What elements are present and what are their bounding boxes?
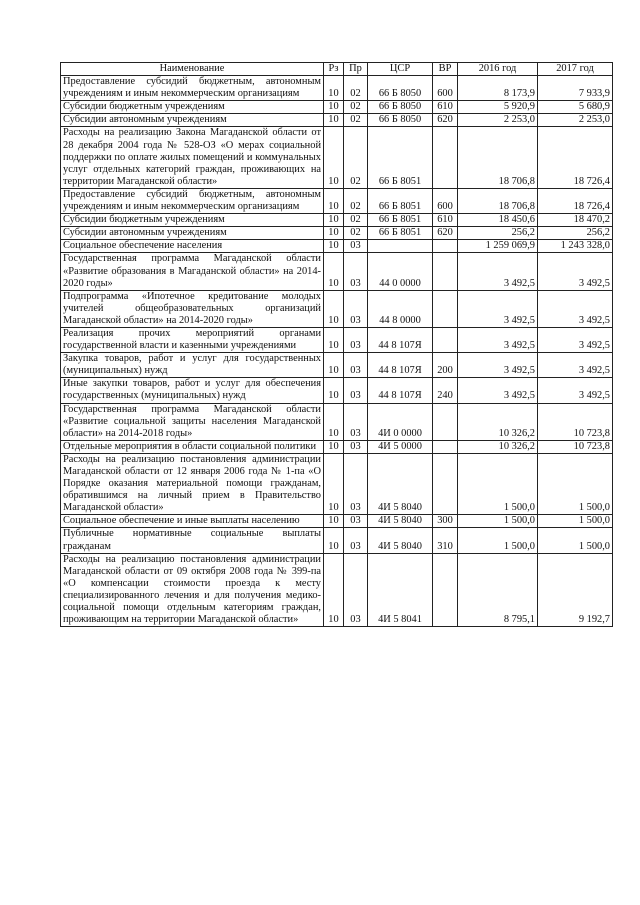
table-row xyxy=(61,327,613,352)
cell-csr: 4И 5 8040 xyxy=(368,515,433,528)
header-rz: Рз xyxy=(324,63,344,76)
cell-2017: 7 933,9 xyxy=(538,76,613,101)
cell-name: Государственная программа Магаданской области «Развитие образования в Магаданской области» на 2014-2020 годы» xyxy=(61,253,324,290)
cell-name: Закупка товаров, работ и услуг для государственных (муниципальных) нужд xyxy=(61,353,324,378)
cell-csr: 66 Б 8051 xyxy=(368,188,433,213)
cell-rz: 10 xyxy=(324,101,344,114)
cell-2016: 1 500,0 xyxy=(458,515,538,528)
cell-csr: 4И 0 0000 xyxy=(368,403,433,440)
cell-pr: 03 xyxy=(344,327,368,352)
cell-name: Реализация прочих мероприятий органами государственной власти и казенными учреждениями xyxy=(61,327,324,352)
cell-csr: 4И 5 8040 xyxy=(368,528,433,553)
cell-vr: 610 xyxy=(433,101,458,114)
cell-rz: 10 xyxy=(324,227,344,240)
cell-rz: 10 xyxy=(324,214,344,227)
cell-2016: 18 450,6 xyxy=(458,214,538,227)
cell-pr: 02 xyxy=(344,188,368,213)
cell-rz: 10 xyxy=(324,76,344,101)
cell-csr: 4И 5 8040 xyxy=(368,453,433,514)
cell-pr: 03 xyxy=(344,253,368,290)
cell-2017: 256,2 xyxy=(538,227,613,240)
cell-rz: 10 xyxy=(324,327,344,352)
table-row xyxy=(61,101,613,114)
cell-pr: 02 xyxy=(344,227,368,240)
cell-name: Расходы на реализацию Закона Магаданской области от 28 декабря 2004 года № 528-ОЗ «О мерах социальной поддержки по оплате жилых помещений и коммунальных услуг отдельных категорий граждан, проживающих на территории Магаданской области» xyxy=(61,127,324,188)
cell-2016: 1 500,0 xyxy=(458,528,538,553)
table-row xyxy=(61,214,613,227)
cell-csr: 66 Б 8050 xyxy=(368,114,433,127)
cell-name: Субсидии автономным учреждениям xyxy=(61,114,324,127)
cell-vr xyxy=(433,290,458,327)
table-row xyxy=(61,353,613,378)
table-row xyxy=(61,114,613,127)
cell-pr: 03 xyxy=(344,240,368,253)
cell-csr: 66 Б 8051 xyxy=(368,214,433,227)
header-2017: 2017 год xyxy=(538,63,613,76)
cell-name: Расходы на реализацию постановления администрации Магаданской области от 12 января 2006 года № 1-па «О Порядке оказания материальной помощи гражданам, обратившимся на личный прием в Правительство Магаданской области» xyxy=(61,453,324,514)
cell-csr xyxy=(368,240,433,253)
cell-2017: 5 680,9 xyxy=(538,101,613,114)
cell-2017: 3 492,5 xyxy=(538,378,613,403)
cell-2017: 18 470,2 xyxy=(538,214,613,227)
cell-csr: 66 Б 8051 xyxy=(368,227,433,240)
cell-csr: 44 0 0000 xyxy=(368,253,433,290)
cell-2017: 18 726,4 xyxy=(538,127,613,188)
table-row xyxy=(61,553,613,627)
cell-2016: 18 706,8 xyxy=(458,127,538,188)
cell-rz: 10 xyxy=(324,515,344,528)
cell-csr: 66 Б 8051 xyxy=(368,127,433,188)
cell-pr: 03 xyxy=(344,353,368,378)
cell-rz: 10 xyxy=(324,253,344,290)
cell-vr xyxy=(433,440,458,453)
cell-2017: 10 723,8 xyxy=(538,403,613,440)
cell-name: Социальное обеспечение населения xyxy=(61,240,324,253)
cell-name: Субсидии бюджетным учреждениям xyxy=(61,214,324,227)
cell-2016: 2 253,0 xyxy=(458,114,538,127)
cell-2016: 3 492,5 xyxy=(458,253,538,290)
cell-name: Предоставление субсидий бюджетным, автономным учреждениям и иным некоммерческим организациям xyxy=(61,188,324,213)
table-row xyxy=(61,240,613,253)
cell-2016: 3 492,5 xyxy=(458,290,538,327)
cell-pr: 02 xyxy=(344,127,368,188)
header-csr: ЦСР xyxy=(368,63,433,76)
cell-pr: 03 xyxy=(344,290,368,327)
table-row xyxy=(61,453,613,514)
cell-pr: 03 xyxy=(344,453,368,514)
cell-name: Публичные нормативные социальные выплаты гражданам xyxy=(61,528,324,553)
cell-2016: 3 492,5 xyxy=(458,327,538,352)
cell-2016: 8 795,1 xyxy=(458,553,538,627)
cell-2017: 1 500,0 xyxy=(538,453,613,514)
header-vr: ВР xyxy=(433,63,458,76)
cell-name: Государственная программа Магаданской области «Развитие социальной защиты населения Магаданской области» на 2014-2018 годы» xyxy=(61,403,324,440)
cell-vr: 600 xyxy=(433,76,458,101)
cell-vr: 600 xyxy=(433,188,458,213)
cell-2016: 3 492,5 xyxy=(458,378,538,403)
cell-rz: 10 xyxy=(324,127,344,188)
cell-rz: 10 xyxy=(324,240,344,253)
cell-2017: 10 723,8 xyxy=(538,440,613,453)
cell-vr: 300 xyxy=(433,515,458,528)
cell-pr: 03 xyxy=(344,440,368,453)
table-row xyxy=(61,440,613,453)
cell-name: Социальное обеспечение и иные выплаты населению xyxy=(61,515,324,528)
cell-pr: 03 xyxy=(344,553,368,627)
cell-2016: 1 500,0 xyxy=(458,453,538,514)
table-row xyxy=(61,515,613,528)
cell-vr xyxy=(433,240,458,253)
cell-pr: 02 xyxy=(344,76,368,101)
cell-2017: 18 726,4 xyxy=(538,188,613,213)
cell-csr: 66 Б 8050 xyxy=(368,76,433,101)
cell-rz: 10 xyxy=(324,553,344,627)
cell-2016: 5 920,9 xyxy=(458,101,538,114)
cell-rz: 10 xyxy=(324,353,344,378)
cell-vr: 610 xyxy=(433,214,458,227)
cell-2017: 3 492,5 xyxy=(538,253,613,290)
cell-name: Субсидии бюджетным учреждениям xyxy=(61,101,324,114)
cell-vr xyxy=(433,403,458,440)
cell-rz: 10 xyxy=(324,188,344,213)
cell-2017: 3 492,5 xyxy=(538,327,613,352)
cell-2016: 1 259 069,9 xyxy=(458,240,538,253)
cell-vr xyxy=(433,453,458,514)
cell-rz: 10 xyxy=(324,453,344,514)
cell-vr xyxy=(433,253,458,290)
cell-name: Субсидии автономным учреждениям xyxy=(61,227,324,240)
cell-2017: 1 500,0 xyxy=(538,528,613,553)
cell-name: Подпрограмма «Ипотечное кредитование молодых учителей общеобразовательных организаций Магаданской области» на 2014-2020 годы» xyxy=(61,290,324,327)
cell-2016: 10 326,2 xyxy=(458,403,538,440)
cell-csr: 44 8 107Я xyxy=(368,378,433,403)
header-name: Наименование xyxy=(61,63,324,76)
cell-pr: 02 xyxy=(344,214,368,227)
cell-vr: 620 xyxy=(433,227,458,240)
cell-vr xyxy=(433,327,458,352)
cell-2017: 9 192,7 xyxy=(538,553,613,627)
cell-name: Отдельные мероприятия в области социальной политики xyxy=(61,440,324,453)
table-row xyxy=(61,227,613,240)
cell-name: Предоставление субсидий бюджетным, автономным учреждениям и иным некоммерческим организациям xyxy=(61,76,324,101)
table-row xyxy=(61,253,613,290)
cell-rz: 10 xyxy=(324,114,344,127)
cell-rz: 10 xyxy=(324,403,344,440)
cell-2017: 1 500,0 xyxy=(538,515,613,528)
cell-pr: 03 xyxy=(344,528,368,553)
table-row xyxy=(61,378,613,403)
table-row xyxy=(61,188,613,213)
table-header-row xyxy=(61,63,613,76)
cell-pr: 03 xyxy=(344,403,368,440)
cell-2017: 3 492,5 xyxy=(538,353,613,378)
cell-vr: 310 xyxy=(433,528,458,553)
cell-vr xyxy=(433,553,458,627)
cell-csr: 44 8 0000 xyxy=(368,290,433,327)
cell-vr: 240 xyxy=(433,378,458,403)
cell-2016: 18 706,8 xyxy=(458,188,538,213)
table-row xyxy=(61,290,613,327)
cell-pr: 03 xyxy=(344,515,368,528)
cell-2017: 2 253,0 xyxy=(538,114,613,127)
header-pr: Пр xyxy=(344,63,368,76)
cell-csr: 4И 5 8041 xyxy=(368,553,433,627)
cell-csr: 66 Б 8050 xyxy=(368,101,433,114)
cell-csr: 4И 5 0000 xyxy=(368,440,433,453)
cell-2017: 3 492,5 xyxy=(538,290,613,327)
table-row xyxy=(61,528,613,553)
table-row xyxy=(61,403,613,440)
cell-rz: 10 xyxy=(324,378,344,403)
cell-vr: 200 xyxy=(433,353,458,378)
cell-pr: 03 xyxy=(344,378,368,403)
header-2016: 2016 год xyxy=(458,63,538,76)
table-row xyxy=(61,76,613,101)
table-body xyxy=(61,76,613,627)
cell-2016: 3 492,5 xyxy=(458,353,538,378)
cell-2017: 1 243 328,0 xyxy=(538,240,613,253)
cell-csr: 44 8 107Я xyxy=(368,327,433,352)
cell-2016: 10 326,2 xyxy=(458,440,538,453)
cell-csr: 44 8 107Я xyxy=(368,353,433,378)
table-row xyxy=(61,127,613,188)
cell-pr: 02 xyxy=(344,101,368,114)
budget-table xyxy=(60,62,613,627)
cell-rz: 10 xyxy=(324,440,344,453)
cell-pr: 02 xyxy=(344,114,368,127)
cell-2016: 8 173,9 xyxy=(458,76,538,101)
cell-name: Расходы на реализацию постановления администрации Магаданской области от 09 октября 2008 года № 399-па «О компенсации стоимости проезда к месту специализированного лечения и для получения медико-социальной помощи отдельным категориям граждан, проживающим на территории Магаданской области» xyxy=(61,553,324,627)
cell-vr: 620 xyxy=(433,114,458,127)
cell-rz: 10 xyxy=(324,290,344,327)
cell-2016: 256,2 xyxy=(458,227,538,240)
cell-vr xyxy=(433,127,458,188)
cell-rz: 10 xyxy=(324,528,344,553)
cell-name: Иные закупки товаров, работ и услуг для обеспечения государственных (муниципальных) нужд xyxy=(61,378,324,403)
